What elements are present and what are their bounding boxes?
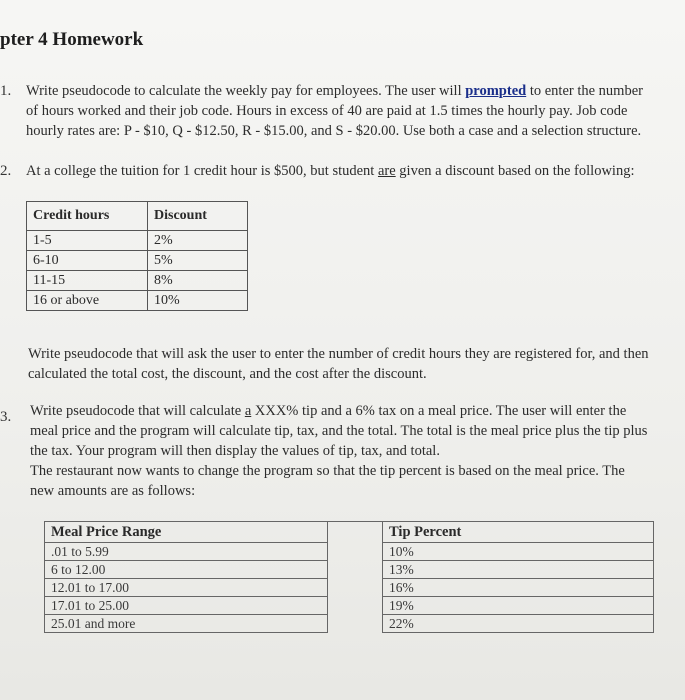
question-2-intro: At a college the tuition for 1 credit hour is $500, but student are given a discount based on the following: — [26, 163, 635, 179]
are-underlined: are — [377, 163, 396, 179]
credit-hours-header: Credit hours — [27, 202, 148, 231]
table-row: 17.01 to 25.00 19% — [45, 597, 654, 615]
table-row: .01 to 5.99 10% — [45, 543, 654, 561]
question-3-text: Write pseudocode that will calculate a XXX% tip and a 6% tax on a meal price. The user will enter the meal price and the program will calculate tip, tax, and the total. The total is the meal price plus the tip plus the tax. Your program will then display the values of tip, tax, and total. The restaurant now wants to change the program so that the tip percent is based on the meal price. The new amounts are as follows: — [30, 403, 648, 499]
question-2-followup: Write pseudocode that will ask the user to enter the number of credit hours they are registered for, and then calculated the total cost, the discount, and the cost after the discount. — [28, 346, 649, 382]
question-2-number: 2. — [0, 163, 12, 179]
question-3-number: 3. — [0, 409, 12, 425]
tip-percent-table — [44, 521, 654, 633]
table-row: 16 or above 10% — [27, 291, 248, 311]
page-title: pter 4 Homework — [0, 29, 144, 50]
tip-percent-header: Tip Percent — [383, 522, 654, 543]
table-row: 6 to 12.00 13% — [45, 561, 654, 579]
table-row: 1-5 2% — [27, 231, 248, 251]
table-row: 25.01 and more 22% — [45, 615, 654, 633]
discount-header: Discount — [148, 202, 248, 231]
question-1-number: 1. — [0, 83, 12, 99]
table-header-row — [45, 522, 654, 543]
question-1-line-1: Write pseudocode to calculate the weekly pay for employees. The user will prompted to enter the number — [26, 83, 643, 99]
question-1-text — [26, 81, 643, 141]
question-1-line-2: of hours worked and their job code. Hours in excess of 40 are paid at 1.5 times the hourly pay. Job code — [26, 103, 628, 119]
table-row: 11-15 8% — [27, 271, 248, 291]
credit-discount-table — [26, 201, 248, 311]
question-1-line-3: hourly rates are: P - $10, Q - $12.50, R - $15.00, and S - $20.00. Use both a case and a selection structure. — [26, 123, 642, 139]
table-header-row — [27, 202, 248, 231]
meal-price-range-header: Meal Price Range — [45, 522, 328, 543]
table-row: 12.01 to 17.00 16% — [45, 579, 654, 597]
table-row: 6-10 5% — [27, 251, 248, 271]
prompted-link[interactable]: prompted — [465, 83, 527, 99]
